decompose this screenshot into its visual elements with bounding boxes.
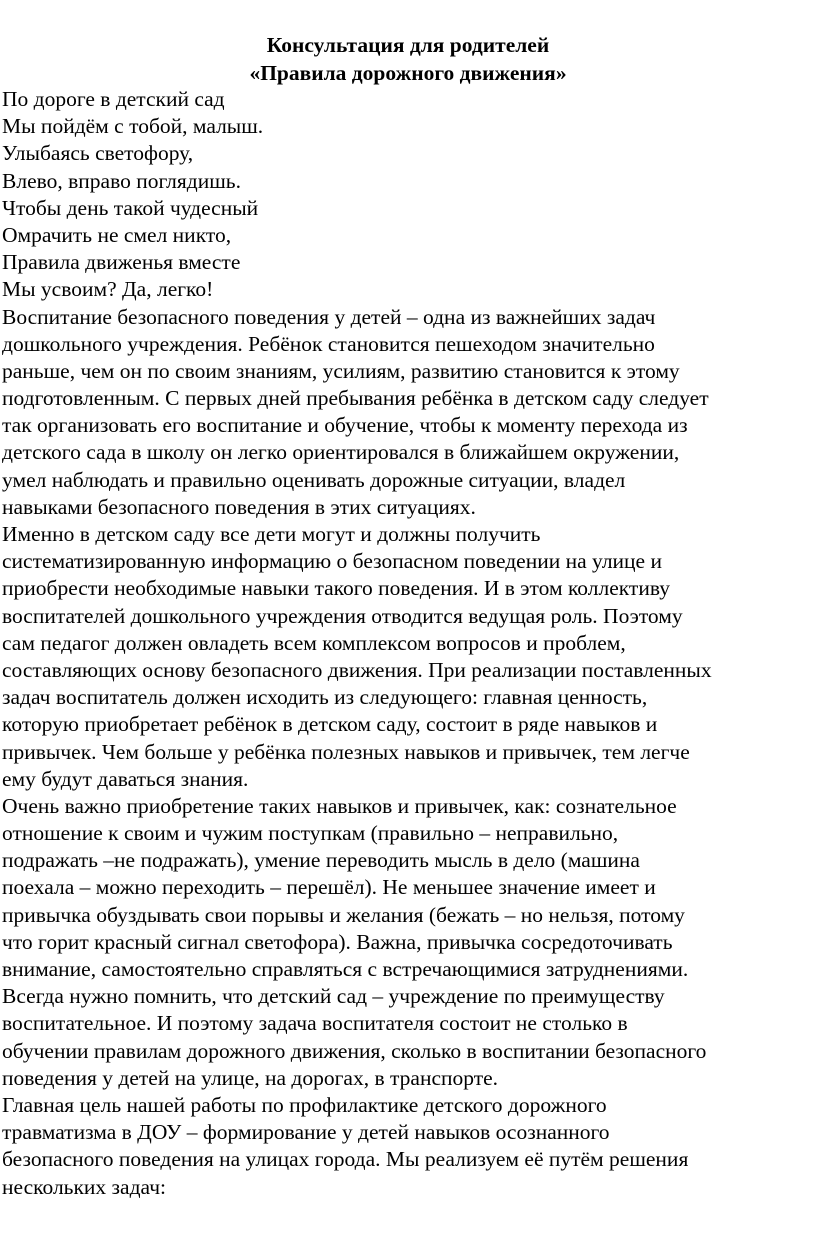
text-line: воспитателей дошкольного учреждения отводится ведущая роль. Поэтому: [2, 603, 683, 628]
text-line: По дороге в детский сад: [2, 87, 225, 111]
text-line: которую приобретает ребёнок в детском саду, состоит в ряде навыков и: [2, 712, 658, 737]
text-line: Мы пойдём с тобой, малыш.: [2, 114, 264, 139]
text-line: обучении правилам дорожного движения, сколько в воспитании безопасного: [2, 1038, 707, 1063]
text-line: Очень важно приобретение таких навыков и привычек, как: сознательное: [2, 793, 677, 818]
text-line: так организовать его воспитание и обучение, чтобы к моменту перехода из: [2, 413, 688, 438]
text-line: травматизма в ДОУ – формирование у детей навыков осознанного: [2, 1120, 610, 1145]
document-subtitle: «Правила дорожного движения»: [249, 61, 567, 85]
text-line: приобрести необходимые навыки такого поведения. И в этом коллективу: [2, 576, 670, 601]
text-line: подготовленным. С первых дней пребывания ребёнка в детском саду следует: [2, 386, 709, 411]
text-line: Чтобы день такой чудесный: [2, 195, 259, 220]
text-line: Главная цель нашей работы по профилактике детского дорожного: [2, 1092, 607, 1117]
text-line: систематизированную информацию о безопасном поведении на улице и: [2, 549, 662, 574]
text-line: отношение к своим и чужим поступкам (правильно – неправильно,: [2, 821, 619, 846]
text-line: умел наблюдать и правильно оценивать дорожные ситуации, владел: [2, 467, 626, 492]
text-line: ему будут даваться знания.: [2, 766, 249, 791]
text-line: раньше, чем он по своим знаниям, усилиям, развитию становится к этому: [2, 358, 680, 383]
text-line: привычка обуздывать свои порывы и желания (бежать – но нельзя, потому: [2, 902, 685, 927]
text-line: поехала – можно переходить – перешёл). Не меньшее значение имеет и: [2, 875, 656, 900]
text-line: нескольких задач:: [2, 1174, 167, 1199]
text-line: Мы усвоим? Да, легко!: [2, 277, 214, 302]
text-line: Правила движенья вместе: [2, 250, 241, 275]
text-line: дошкольного учреждения. Ребёнок становится пешеходом значительно: [2, 331, 655, 356]
text-line: безопасного поведения на улицах города. Мы реализуем её путём решения: [2, 1147, 689, 1172]
text-line: воспитательное. И поэтому задача воспитателя состоит не столько в: [2, 1011, 628, 1036]
text-line: поведения у детей на улице, на дорогах, в транспорте.: [2, 1065, 499, 1090]
text-line: Улыбаясь светофору,: [2, 141, 194, 166]
document-title: Консультация для родителей: [266, 33, 550, 57]
text-line: детского сада в школу он легко ориентировался в ближайшем окружении,: [2, 440, 680, 465]
text-line: что горит красный сигнал светофора). Важна, привычка сосредоточивать: [2, 929, 673, 954]
document-body: [2, 86, 814, 1201]
text-line: Воспитание безопасного поведения у детей – одна из важнейших задач: [2, 304, 656, 329]
text-line: Омрачить не смел никто,: [2, 222, 232, 247]
text-line: составляющих основу безопасного движения. При реализации поставленных: [2, 657, 712, 682]
text-line: задач воспитатель должен исходить из следующего: главная ценность,: [2, 685, 648, 710]
text-line: навыками безопасного поведения в этих ситуациях.: [2, 494, 476, 519]
text-line: Именно в детском саду все дети могут и должны получить: [2, 522, 541, 546]
text-line: сам педагог должен овладеть всем комплексом вопросов и проблем,: [2, 630, 626, 655]
text-line: подражать –не подражать), умение переводить мысль в дело (машина: [2, 848, 640, 873]
text-line: внимание, самостоятельно справляться с встречающимися затруднениями.: [2, 957, 689, 981]
text-line: привычек. Чем больше у ребёнка полезных навыков и привычек, тем легче: [2, 739, 690, 764]
text-line: Влево, вправо поглядишь.: [2, 168, 241, 193]
text-line: Всегда нужно помнить, что детский сад – учреждение по преимуществу: [2, 984, 665, 1009]
